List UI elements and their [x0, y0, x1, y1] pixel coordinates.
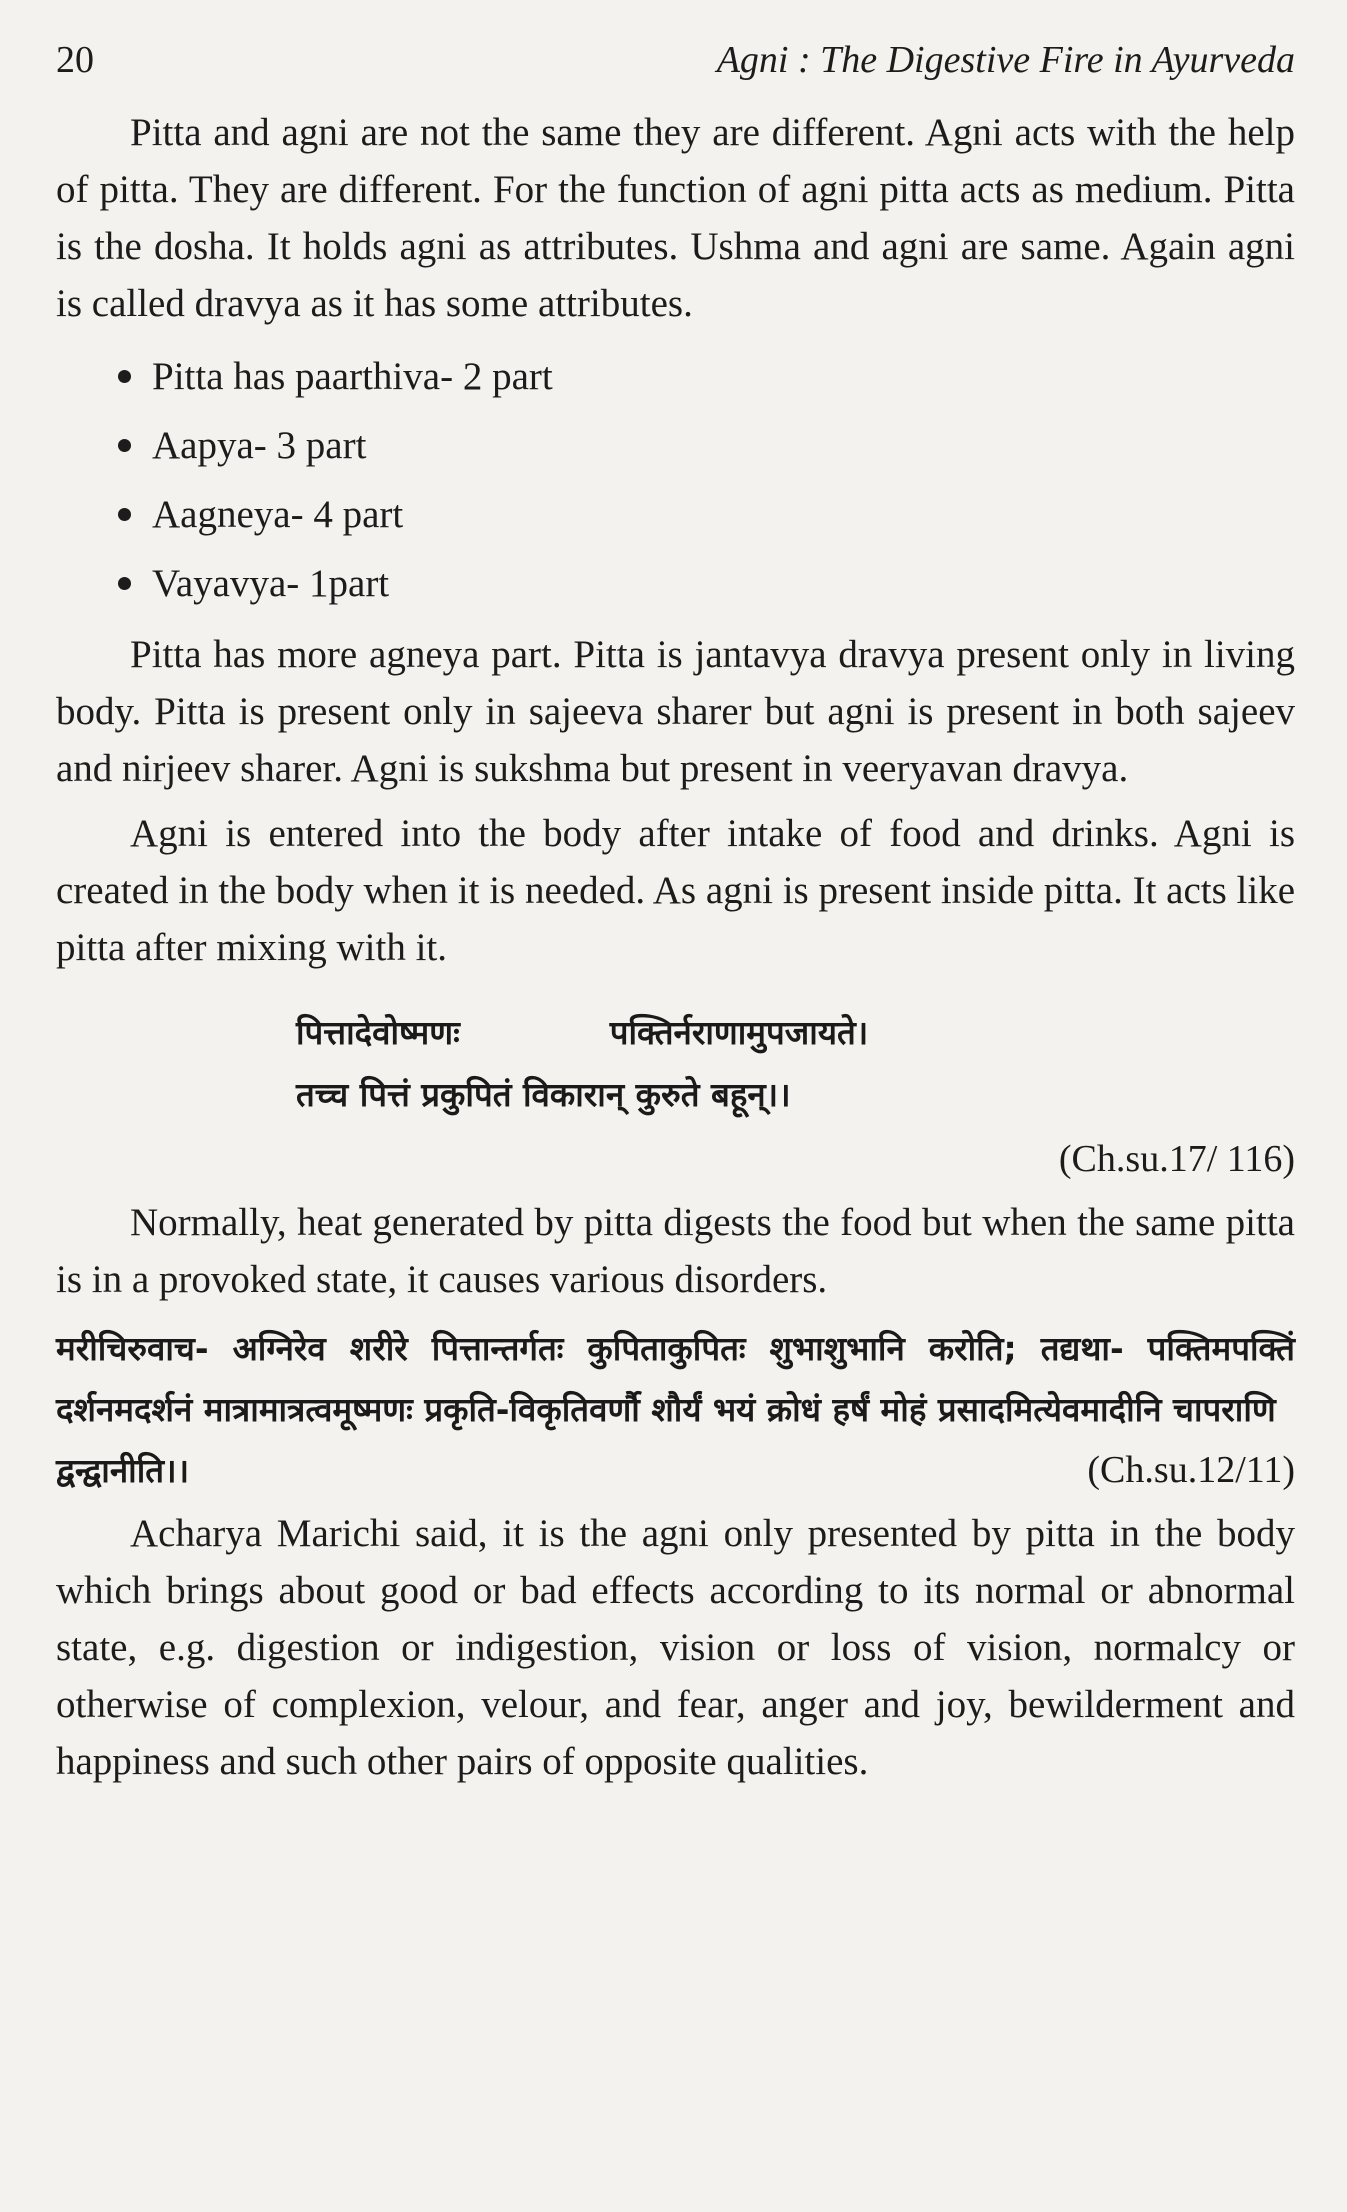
paragraph-marichi: Acharya Marichi said, it is the agni only presented by pitta in the body which brings about good or bad effects according to its normal or abnormal state, e.g. digestion or indigestion, vision or loss of vision, normalcy or otherwise of complexion, velour, and fear, anger and joy, bewilderment and happiness and such other pairs of opposite qualities. — [56, 1512, 1295, 1783]
sanskrit-verse-2 — [56, 1318, 1295, 1501]
paragraph-agneya: Pitta has more agneya part. Pitta is jantavya dravya present only in living body. Pitta is present only in sajeeva sharer but agni is present in both sajeev and nirjeev sharer. Agni is sukshma but present in veeryavan dravya. — [56, 633, 1295, 790]
pitta-parts-list — [56, 342, 1295, 618]
verse-line: द्वन्द्वानीति।। — [56, 1451, 190, 1490]
list-item: Aagneya- 4 part — [116, 480, 1295, 549]
verse-line: तच्च पित्तं प्रकुपितं विकारान् कुरुते बहून्।। — [296, 1075, 791, 1114]
bullet-icon — [118, 508, 131, 521]
bullet-icon — [118, 370, 131, 383]
page-header — [56, 38, 1295, 96]
list-item: Pitta has paarthiva- 2 part — [116, 342, 1295, 411]
page-number: 20 — [56, 39, 94, 81]
paragraph-agni-entry: Agni is entered into the body after intake of food and drinks. Agni is created in the body when it is needed. As agni is present inside pitta. It acts like pitta after mixing with it. — [56, 812, 1296, 969]
list-item: Vayavya- 1part — [116, 549, 1295, 618]
list-item: Aapya- 3 part — [116, 411, 1295, 480]
paragraph-heat: Normally, heat generated by pitta digests the food but when the same pitta is in a provoked state, it causes various disorders. — [56, 1201, 1295, 1301]
verse-line: पित्तादेवोष्मणः पक्तिर्नराणामुपजायते। — [296, 1013, 869, 1052]
running-title: Agni : The Digestive Fire in Ayurveda — [716, 39, 1295, 81]
bullet-icon — [118, 439, 131, 452]
citation: (Ch.su.12/11) — [1087, 1449, 1295, 1491]
bullet-icon — [118, 577, 131, 590]
sanskrit-verse-1 — [296, 1002, 1295, 1126]
verse-text: मरीचिरुवाच- अग्निरेव शरीरे पित्तान्तर्गतः कुपिताकुपितः शुभाशुभानि करोति; तद्यथा- पक्तिमपक्तिं दर्शनमदर्शनं मात्रामात्रत्वमूष्मणः प्रकृति-विकृतिवर्णौ शौर्यं भयं क्रोधं हर्षं मोहं प्रसादमित्येवमादीनि चापराणि — [56, 1329, 1295, 1429]
citation: (Ch.su.17/ 116) — [1058, 1138, 1295, 1180]
paragraph-pitta-agni: Pitta and agni are not the same they are different. Agni acts with the help of pitta. They are different. For the function of agni pitta acts as medium. Pitta is the dosha. It holds agni as attributes. Ushma and agni are same. Again agni is called dravya as it has some attributes. — [56, 111, 1295, 325]
